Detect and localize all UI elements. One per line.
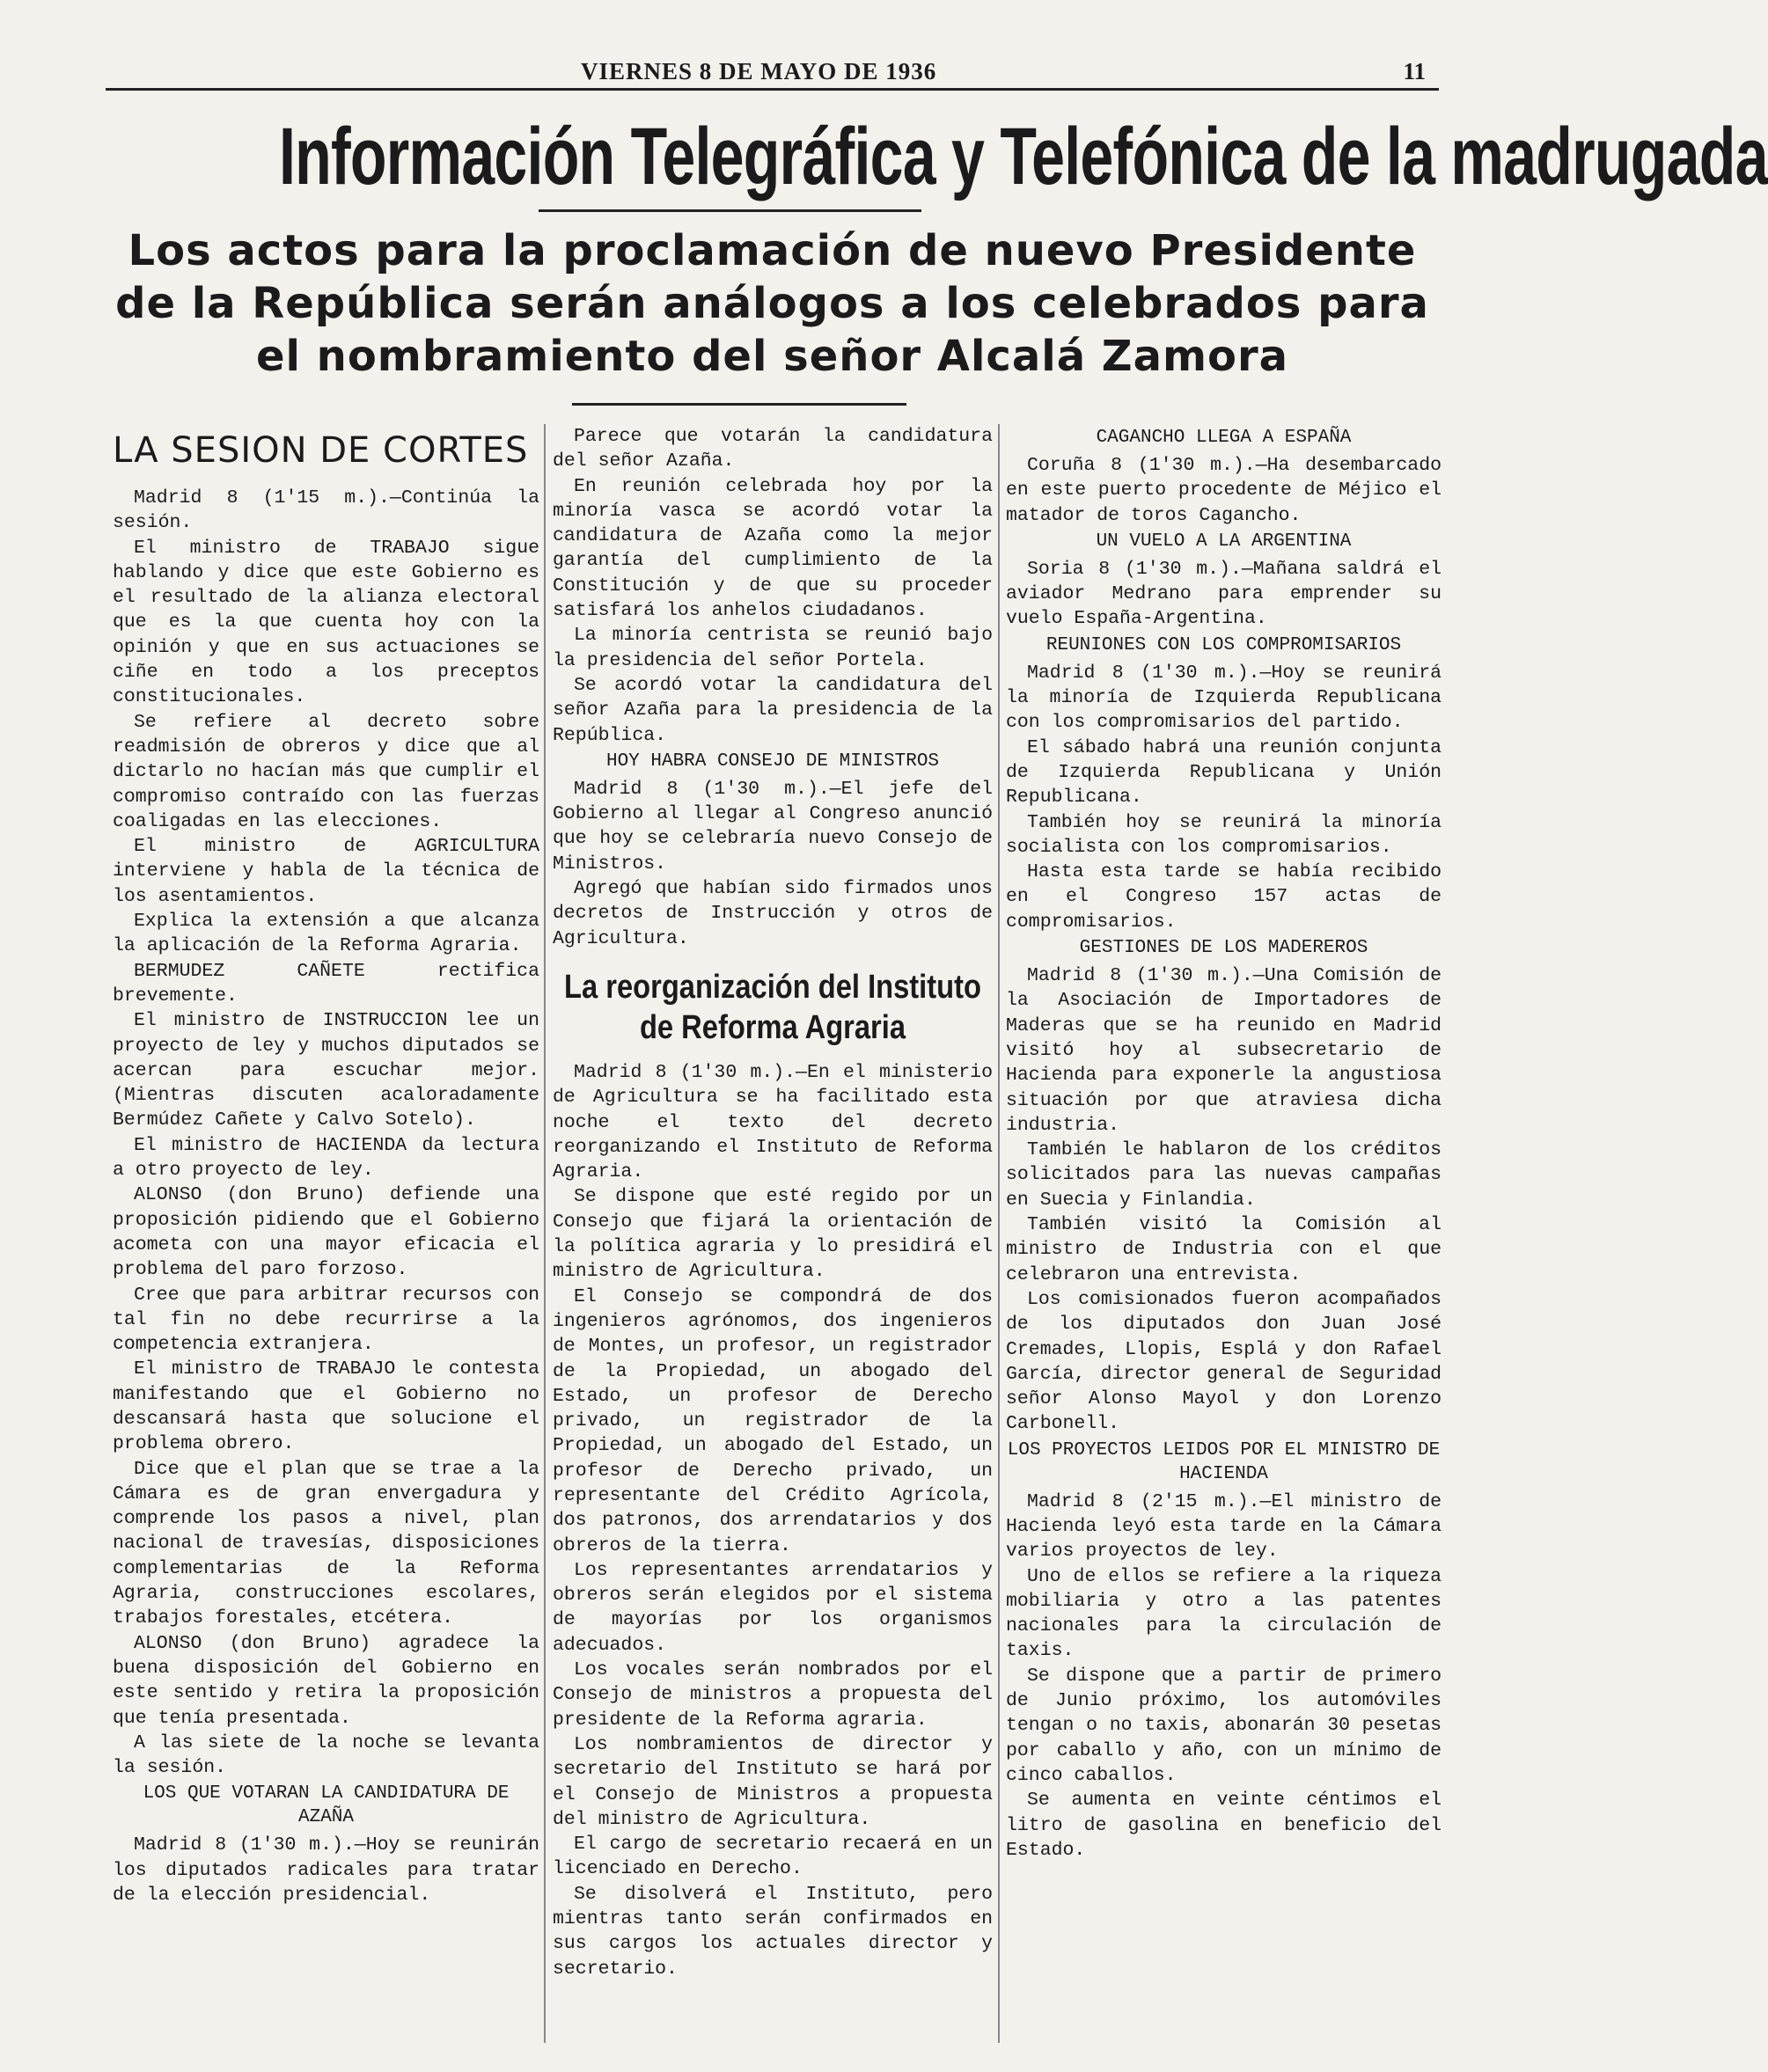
paragraph: Se dispone que esté regido por un Consejo que fijará la orientación de la política agraria y lo presidirá el ministro de Agricultura.	[553, 1186, 993, 1283]
paragraph: Los nombramientos de director y secretario del Instituto se hará por el Consejo de Ministros a propuesta del ministro de Agricultura.	[553, 1733, 993, 1830]
paragraph: Los vocales serán nombrados por el Consejo de ministros a propuesta del presidente de la Reforma agraria.	[553, 1659, 993, 1731]
subhead-rule	[572, 403, 906, 406]
banner-rule	[539, 209, 921, 212]
paragraph: El ministro de TRABAJO le contesta manifestando que el Gobierno no descansará hasta que solucione el problema obrero.	[113, 1358, 539, 1455]
paragraph: Madrid 8 (1'30 m.).—Hoy se reunirán los diputados radicales para tratar de la elección presidencial.	[113, 1834, 539, 1907]
paragraph: Madrid 8 (1'30 m.).—En el ministerio de Agricultura se ha facilitado esta noche el texto del decreto reorganizando el Instituto de Reforma Agraria.	[553, 1061, 993, 1183]
section-title: REUNIONES CON LOS COMPROMISARIOS	[1045, 634, 1402, 655]
paragraph: También hoy se reunirá la minoría socialista con los compromisarios.	[1006, 811, 1442, 858]
paragraph: Madrid 8 (1'30 m.).—Hoy se reunirá la minoría de Izquierda Republicana con los compromisarios del partido.	[1006, 662, 1442, 734]
paragraph: Se aumenta en veinte céntimos el litro de gasolina en beneficio del Estado.	[1006, 1790, 1442, 1861]
paragraph: Hasta esta tarde se había recibido en el Congreso 157 actas de compromisarios.	[1006, 861, 1442, 933]
column-divider	[998, 424, 1000, 2043]
paragraph: El Consejo se compondrá de dos ingenieros agrónomos, dos ingenieros de Montes, un profesor, un registrador de la Propiedad, un abogado del Estado, un profesor de Derecho privado, un registrador de la Propiedad, un abogado del Estado, un profesor de Derecho privado, un representante del Crédito Agrícola, dos patronos, dos arrendatarios y dos obreros de la tierra.	[553, 1285, 993, 1556]
paragraph: El ministro de TRABAJO sigue hablando y dice que este Gobierno es el resultado de la alianza electoral que es la que cuenta hoy con la opinión y que en sus actuaciones se ciñe en todo a los preceptos constitucionales.	[113, 537, 539, 708]
paragraph: ALONSO (don Bruno) defiende una proposición pidiendo que el Gobierno acometa con una mayor eficacia el problema del paro forzoso.	[113, 1184, 539, 1281]
column-1	[113, 424, 539, 1907]
column-2	[553, 424, 993, 1981]
page-header	[106, 55, 1426, 90]
paragraph: Los comisionados fueron acompañados de los diputados don Juan José Cremades, Llopis, Esplá y don Rafael García, director general de Seguridad señor Alonso Mayol y don Lorenzo Carbonell.	[1006, 1288, 1442, 1435]
paragraph: ALONSO (don Bruno) agradece la buena disposición del Gobierno en este sentido y retira la proposición que tenía presentada.	[113, 1632, 539, 1729]
paragraph: Dice que el plan que se trae a la Cámara es de gran envergadura y comprende los pasos a nivel, plan nacional de travesías, disposiciones complementarias de la Reforma Agraria, construcciones escolares, trabajos forestales, etcétera.	[113, 1458, 539, 1629]
section-title: LOS QUE VOTARAN LA CANDIDATURA DE AZAÑA	[143, 1783, 510, 1828]
paragraph: El cargo de secretario recaerá en un licenciado en Derecho.	[553, 1834, 993, 1880]
paragraph: En reunión celebrada hoy por la minoría vasca se acordó votar la candidatura de Azaña como la mejor garantía del cumplimiento de la Constitución y de que su proceder satisfará los anhelos ciudadanos.	[553, 475, 993, 622]
paragraph: Se acordó votar la candidatura del señor Azaña para la presidencia de la República.	[553, 674, 993, 746]
paragraph: A las siete de la noche se levanta la sesión.	[113, 1732, 539, 1779]
paragraph: La minoría centrista se reunió bajo la presidencia del señor Portela.	[553, 625, 993, 671]
column-3	[1006, 424, 1442, 1863]
section-title: LA SESION DE CORTES	[113, 430, 529, 471]
paragraph: BERMUDEZ CAÑETE rectifica brevemente.	[113, 960, 539, 1007]
paragraph: Coruña 8 (1'30 m.).—Ha desembarcado en este puerto procedente de Méjico el matador de toros Cagancho.	[1006, 455, 1442, 526]
paragraph: Parece que votarán la candidatura del señor Azaña.	[553, 426, 993, 472]
section-title: UN VUELO A LA ARGENTINA	[1096, 531, 1352, 552]
issue-date: VIERNES 8 DE MAYO DE 1936	[581, 58, 937, 84]
main-subheadline: Los actos para la proclamación de nuevo Presidente de la República serán análogos a los celebrados para el nombramiento del señor Alcalá Zamora	[115, 226, 1429, 381]
page-number: 11	[1403, 58, 1426, 84]
paragraph: Soria 8 (1'30 m.).—Mañana saldrá el aviador Medrano para emprender su vuelo España-Argentina.	[1006, 558, 1442, 630]
paragraph: Agregó que habían sido firmados unos decretos de Instrucción y otros de Agricultura.	[553, 878, 993, 949]
banner-headline: Información Telegráfica y Telefónica de la madrugada	[278, 112, 1768, 201]
paragraph: Explica la extensión a que alcanza la aplicación de la Reforma Agraria.	[113, 911, 539, 957]
paragraph: El ministro de INSTRUCCION lee un proyecto de ley y muchos diputados se acercan para escuchar mejor. (Mientras discuten acaloradamente Bermúdez Cañete y Calvo Sotelo).	[113, 1010, 539, 1131]
paragraph: Se disolverá el Instituto, pero mientras tanto serán confirmados en sus cargos los actuales director y secretario.	[553, 1883, 993, 1980]
paragraph: Se refiere al decreto sobre readmisión de obreros y dice que al dictarlo no hacían más que cumplir el compromiso contraído con las fuerzas coaligadas en las elecciones.	[113, 711, 539, 832]
paragraph: Se dispone que a partir de primero de Junio próximo, los automóviles tengan o no taxis, abonarán 30 pesetas por caballo y año, con un mínimo de cinco caballos.	[1006, 1665, 1442, 1786]
paragraph: Cree que para arbitrar recursos con tal fin no debe recurrirse a la competencia extranjera.	[113, 1284, 539, 1356]
column-divider	[544, 424, 546, 2043]
paragraph: Madrid 8 (1'15 m.).—Continúa la sesión.	[113, 487, 539, 534]
paragraph: También le hablaron de los créditos solicitados para las nuevas campañas en Suecia y Finlandia.	[1006, 1139, 1442, 1211]
paragraph: El sábado habrá una reunión conjunta de Izquierda Republicana y Unión Republicana.	[1006, 736, 1442, 809]
section-title: HOY HABRA CONSEJO DE MINISTROS	[605, 750, 940, 772]
paragraph: El ministro de HACIENDA da lectura a otro proyecto de ley.	[113, 1134, 539, 1182]
paragraph: Uno de ellos se refiere a la riqueza mobiliaria y otro a las patentes nacionales para la circulación de taxis.	[1006, 1565, 1442, 1662]
section-title: CAGANCHO LLEGA A ESPAÑA	[1096, 428, 1352, 448]
paragraph: El ministro de AGRICULTURA interviene y habla de la técnica de los asentamientos.	[113, 836, 539, 907]
paragraph: Madrid 8 (2'15 m.).—El ministro de Hacienda leyó esta tarde en la Cámara varios proyectos de ley.	[1006, 1490, 1442, 1563]
header-rule	[106, 88, 1439, 91]
paragraph: También visitó la Comisión al ministro de Industria con el que celebraron una entrevista.	[1006, 1214, 1442, 1285]
paragraph: Madrid 8 (1'30 m.).—Una Comisión de la Asociación de Importadores de Maderas que se ha reunido en Madrid visitó hoy al subsecretario de Hacienda para exponerle la angustiosa situación por que atraviesa dicha industria.	[1006, 965, 1442, 1136]
section-title: La reorganización del Instituto de Reforma Agraria	[564, 968, 981, 1046]
section-title: GESTIONES DE LOS MADEREROS	[1079, 938, 1368, 959]
paragraph: Los representantes arrendatarios y obreros serán elegidos por el sistema de mayorías por los organismos adecuados.	[553, 1559, 993, 1656]
paragraph: Madrid 8 (1'30 m.).—El jefe del Gobierno al llegar al Congreso anunció que hoy se celebraría nuevo Consejo de Ministros.	[553, 778, 993, 875]
section-title: LOS PROYECTOS LEIDOS POR EL MINISTRO DE HACIENDA	[1007, 1439, 1441, 1484]
